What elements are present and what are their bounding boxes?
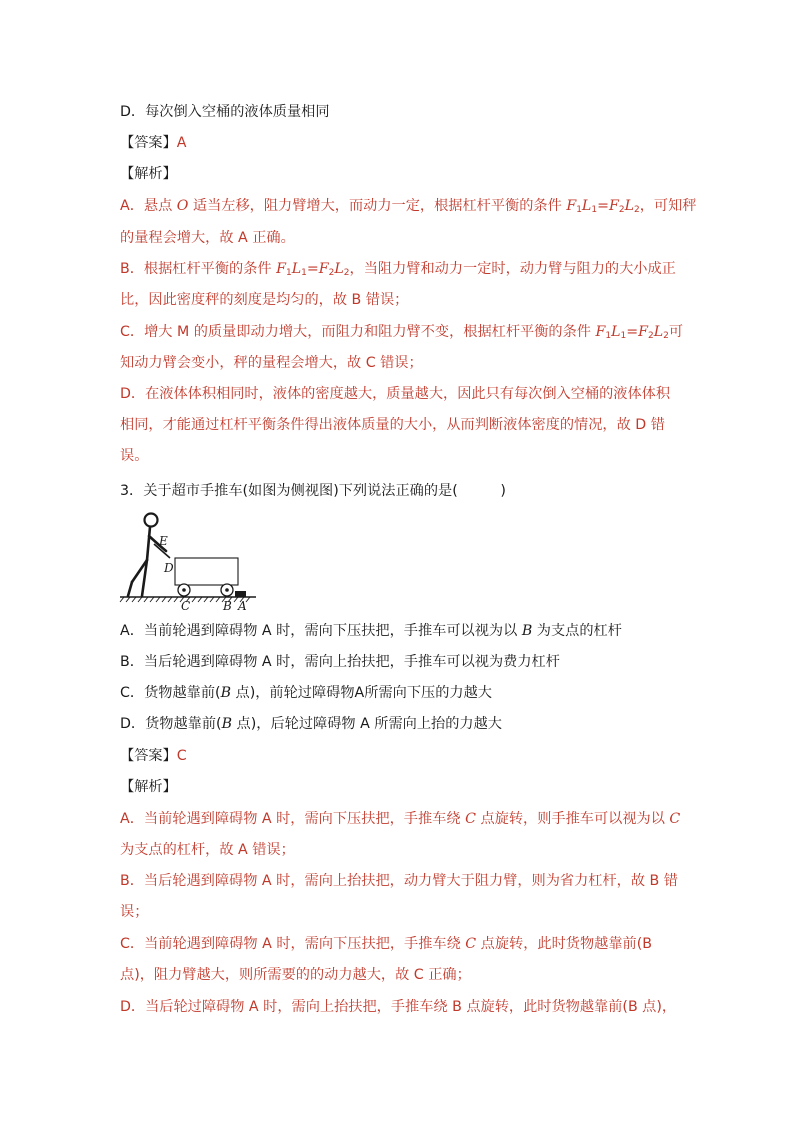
answer-line xyxy=(120,133,186,153)
label-B: B xyxy=(223,599,232,613)
analysis-d-line1: D．当后轮过障碍物 A 时，需向上抬扶把，手推车绕 B 点旋转，此时货物越靠前(B 点)， xyxy=(120,999,677,1015)
text-segment: 点)，前轮过障碍物A所需向下压的力越大 xyxy=(231,685,492,701)
answer-line xyxy=(120,746,187,766)
analysis-b-line1 xyxy=(120,259,676,279)
analysis-c-line1 xyxy=(120,322,683,342)
person-figure xyxy=(128,514,166,597)
analysis-d-line1: D．在液体体积相同时，液体的密度越大，质量越大，因此只有每次倒入空桶的液体体积 xyxy=(120,386,671,402)
var-B: B xyxy=(221,716,233,732)
analysis-a-line1 xyxy=(120,809,680,829)
text-segment: A．当前轮遇到障碍物 A 时，需向下压扶把，手推车绕 xyxy=(120,811,466,827)
analysis-b-line2: 误； xyxy=(120,904,149,920)
var-C: C xyxy=(465,936,477,952)
text-segment: 点旋转，此时货物越靠前(B xyxy=(476,936,652,952)
var-C: C xyxy=(465,811,476,827)
text-segment: C．货物越靠前( xyxy=(120,685,221,701)
var-B: B xyxy=(521,623,533,639)
answer-value: A xyxy=(176,135,187,151)
analysis-c-line1 xyxy=(120,934,652,954)
text-segment: C．增大 M 的质量即动力增大，而阻力和阻力臂不变，根据杠杆平衡的条件 xyxy=(120,324,596,340)
text-segment: 为支点的杠杆 xyxy=(532,623,622,639)
answer-value: C xyxy=(176,748,187,764)
analysis-b-line1: B．当后轮遇到障碍物 A 时，需向上抬扶把，动力臂大于阻力臂，则为省力杠杆，故 B 错 xyxy=(120,873,678,889)
text-segment: A．当前轮遇到障碍物 A 时，需向下压扶把，手推车可以视为以 xyxy=(120,623,522,639)
text-segment: 点旋转，则手推车可以视为以 xyxy=(475,811,670,827)
obstacle-block xyxy=(235,591,246,597)
text-segment: ，可知秤 xyxy=(639,198,697,214)
analysis-d-line2: 相同，才能通过杠杆平衡条件得出液体质量的大小，从而判断液体密度的情况，故 D 错 xyxy=(120,417,665,433)
label-E: E xyxy=(159,534,168,548)
formula: $F_1L_1=F_2L_2$ xyxy=(595,324,669,341)
label-D: D xyxy=(164,561,174,575)
analysis-a-line2: 为支点的杠杆，故 A 错误； xyxy=(120,842,295,858)
analysis-a-line2: 的量程会增大，故 A 正确。 xyxy=(120,230,295,246)
question-3-stem: 3．关于超市手推车(如图为侧视图)下列说法正确的是( ) xyxy=(120,483,506,499)
analysis-tag: 【解析】 xyxy=(120,779,177,795)
option-b: B．当后轮遇到障碍物 A 时，需向上抬扶把，手推车可以视为费力杠杆 xyxy=(120,654,560,670)
formula: $F_1L_1=F_2L_2$ xyxy=(566,198,640,215)
analysis-a-line1 xyxy=(120,196,696,216)
cart-basket xyxy=(175,558,238,585)
var-C: C xyxy=(669,811,681,827)
var-B: B xyxy=(220,685,232,701)
option-d: D．每次倒入空桶的液体质量相同 xyxy=(120,104,330,120)
text-segment: ，当阻力臂和动力一定时，动力臂与阻力的大小成正 xyxy=(349,261,676,277)
answer-tag: 【答案】 xyxy=(120,748,177,764)
analysis-b-line2: 比，因此密度秤的刻度是均匀的，故 B 错误； xyxy=(120,292,409,308)
option-a xyxy=(120,621,622,641)
text-segment: A．悬点 xyxy=(120,198,177,214)
answer-tag: 【答案】 xyxy=(120,135,177,151)
analysis-c-line2: 知动力臂会变小，秤的量程会增大，故 C 错误； xyxy=(120,355,423,371)
label-A: A xyxy=(238,599,247,613)
analysis-d-line3: 误。 xyxy=(120,448,149,464)
text-segment: B．根据杠杆平衡的条件 xyxy=(120,261,277,277)
text-segment: D．货物越靠前( xyxy=(120,716,222,732)
text-segment: 点)，后轮过障碍物 A 所需向上抬的力越大 xyxy=(232,716,502,732)
formula: $F_1L_1=F_2L_2$ xyxy=(276,261,350,278)
label-C: C xyxy=(181,599,191,613)
analysis-c-line2: 点)，阻力臂越大，则所需要的的动力越大，故 C 正确； xyxy=(120,967,471,983)
var-O: O xyxy=(176,198,189,214)
option-c xyxy=(120,683,492,703)
text-segment: 适当左移，阻力臂增大，而动力一定，根据杠杆平衡的条件 xyxy=(188,198,567,214)
shopping-cart-figure xyxy=(118,510,258,614)
text-segment: C．当前轮遇到障碍物 A 时，需向下压扶把，手推车绕 xyxy=(120,936,466,952)
text-segment: 可 xyxy=(668,324,684,340)
analysis-tag: 【解析】 xyxy=(120,166,177,182)
option-d xyxy=(120,714,502,734)
